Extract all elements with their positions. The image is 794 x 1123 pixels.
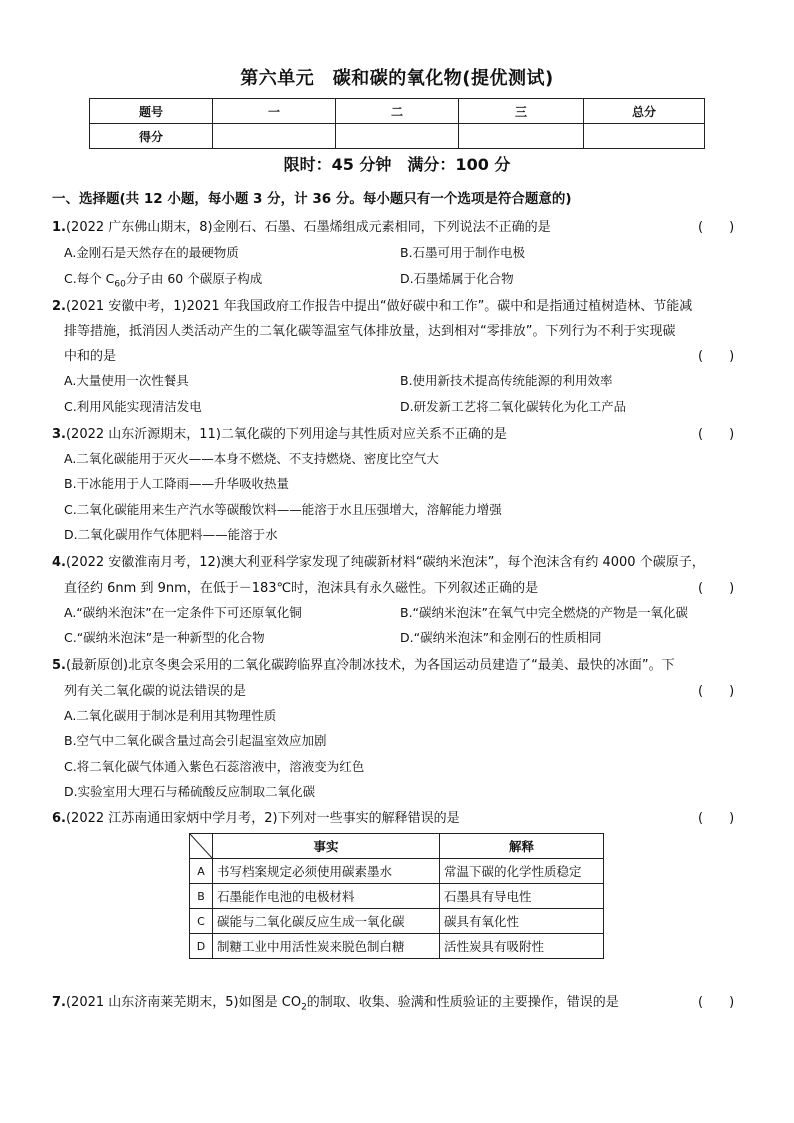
- question-2: [52, 295, 692, 314]
- option-a: A.大量使用一次性餐具: [64, 373, 189, 388]
- option-d: D.实验室用大理石与稀硫酸反应制取二氧化碳: [64, 784, 316, 799]
- diagonal-header-cell: [190, 834, 213, 859]
- facts-header-row: [190, 834, 604, 859]
- question-number: 2.: [52, 299, 66, 314]
- table-row: [190, 884, 604, 909]
- question-6: [52, 807, 460, 826]
- question-stem-line2: 排等措施，抵消因人类活动产生的二氧化碳等温室气体排放量，达到相对“零排放”。下列行为不利于实现碳: [64, 324, 676, 339]
- question-4: [52, 551, 705, 570]
- score-table: [89, 98, 705, 149]
- score-value-row: [90, 124, 705, 149]
- question-stem: (2022 广东佛山期末，8)金刚石、石墨、石墨烯组成元素相同，下列说法不正确的是: [65, 220, 551, 235]
- option-d: D.“碳纳米泡沫”和金刚石的性质相同: [400, 630, 602, 645]
- row-label: A: [190, 859, 213, 884]
- question-number: 7.: [52, 995, 66, 1010]
- answer-bracket[interactable]: ( ): [698, 995, 735, 1010]
- question-number: 1.: [52, 220, 66, 235]
- row-fact: 石墨能作电池的电极材料: [213, 884, 440, 909]
- option-a: A.二氧化碳能用于灭火——本身不燃烧、不支持燃烧、密度比空气大: [64, 451, 439, 466]
- table-row: [190, 859, 604, 884]
- facts-header-fact: 事实: [213, 834, 440, 859]
- score-header-cell: 一: [213, 99, 336, 124]
- option-d: D.二氧化碳用作气体肥料——能溶于水: [64, 527, 278, 542]
- option-c: C.“碳纳米泡沫”是一种新型的化合物: [64, 630, 265, 645]
- time-score-limit: 限时：45 分钟 满分：100 分: [283, 155, 511, 174]
- row-explain: 活性炭具有吸附性: [440, 934, 604, 959]
- score-input-cell[interactable]: [336, 124, 459, 149]
- question-3: [52, 423, 507, 442]
- answer-bracket[interactable]: ( ): [698, 684, 735, 699]
- score-row-label: 得分: [90, 124, 213, 149]
- option-a: A.二氧化碳用于制冰是利用其物理性质: [64, 708, 277, 723]
- option-b: B.“碳纳米泡沫”在氧气中完全燃烧的产物是一氧化碳: [400, 605, 689, 620]
- score-input-cell[interactable]: [584, 124, 705, 149]
- question-stem: (2022 山东沂源期末，11)二氧化碳的下列用途与其性质对应关系不正确的是: [65, 427, 507, 442]
- row-fact: 碳能与二氧化碳反应生成一氧化碳: [213, 909, 440, 934]
- answer-bracket[interactable]: ( ): [698, 349, 735, 364]
- question-7: [52, 991, 619, 1013]
- option-c: C.将二氧化碳气体通入紫色石蕊溶液中，溶液变为红色: [64, 759, 365, 774]
- question-stem-line2: 列有关二氧化碳的说法错误的是: [64, 684, 247, 699]
- question-stem: (2021 山东济南莱芜期末，5)如图是 $CO_2$的制取、收集、验满和性质验证的主要操作，错误的是: [65, 995, 619, 1013]
- question-stem-line1: (2021 安徽中考，1)2021 年我国政府工作报告中提出“做好碳中和工作”。碳中和是指通过植树造林、节能减: [65, 299, 693, 314]
- question-number: 5.: [52, 658, 66, 673]
- row-fact: 制糖工业中用活性炭来脱色制白糖: [213, 934, 440, 959]
- option-d: D.研发新工艺将二氧化碳转化为化工产品: [400, 399, 627, 414]
- score-header-cell: 二: [336, 99, 459, 124]
- table-row: [190, 934, 604, 959]
- question-number: 4.: [52, 555, 66, 570]
- option-a: A.金刚石是天然存在的最硬物质: [64, 245, 239, 260]
- question-stem-line2: 直径约 6nm 到 9nm，在低于－183℃时，泡沫具有永久磁性。下列叙述正确的是: [64, 581, 539, 596]
- row-explain: 碳具有氧化性: [440, 909, 604, 934]
- option-b: B.石墨可用于制作电极: [400, 245, 526, 260]
- score-header-cell: 三: [459, 99, 584, 124]
- answer-bracket[interactable]: ( ): [698, 220, 735, 235]
- row-fact: 书写档案规定必须使用碳素墨水: [213, 859, 440, 884]
- option-b: B.干冰能用于人工降雨——升华吸收热量: [64, 476, 290, 491]
- answer-bracket[interactable]: ( ): [698, 811, 735, 826]
- score-header-cell: 题号: [90, 99, 213, 124]
- question-stem-line1: (最新原创)北京冬奥会采用的二氧化碳跨临界直冷制冰技术，为各国运动员建造了“最美、最快的冰面”。下: [65, 658, 675, 673]
- facts-header-explain: 解释: [440, 834, 604, 859]
- option-d: D.石墨烯属于化合物: [400, 271, 514, 286]
- option-b: B.空气中二氧化碳含量过高会引起温室效应加剧: [64, 733, 327, 748]
- question-stem-line1: (2022 安徽淮南月考，12)澳大利亚科学家发现了纯碳新材料“碳纳米泡沫”，每个泡沫含有约 4000 个碳原子，: [65, 555, 705, 570]
- table-row: [190, 909, 604, 934]
- question-number: 3.: [52, 427, 66, 442]
- diagonal-line-icon: [190, 834, 212, 858]
- option-b: B.使用新技术提高传统能源的利用效率: [400, 373, 613, 388]
- score-input-cell[interactable]: [459, 124, 584, 149]
- score-header-cell: 总分: [584, 99, 705, 124]
- question-1: [52, 216, 551, 235]
- option-a: A.“碳纳米泡沫”在一定条件下可还原氧化铜: [64, 605, 302, 620]
- option-c: C.利用风能实现清洁发电: [64, 399, 202, 414]
- answer-bracket[interactable]: ( ): [698, 581, 735, 596]
- answer-bracket[interactable]: ( ): [698, 427, 735, 442]
- question-number: 6.: [52, 811, 66, 826]
- question-stem: (2022 江苏南通田家炳中学月考，2)下列对一些事实的解释错误的是: [65, 811, 460, 826]
- row-label: B: [190, 884, 213, 909]
- row-label: C: [190, 909, 213, 934]
- question-stem-line3: 中和的是: [64, 349, 117, 364]
- option-c: C.每个 $C_{60}$分子由 60 个碳原子构成: [64, 271, 263, 290]
- question-5: [52, 654, 675, 673]
- row-label: D: [190, 934, 213, 959]
- score-header-row: [90, 99, 705, 124]
- score-input-cell[interactable]: [213, 124, 336, 149]
- row-explain: 石墨具有导电性: [440, 884, 604, 909]
- option-c: C.二氧化碳能用来生产汽水等碳酸饮料——能溶于水且压强增大，溶解能力增强: [64, 502, 502, 517]
- section-heading: 一、选择题(共 12 小题，每小题 3 分，计 36 分。每小题只有一个选项是符合题意的): [52, 191, 572, 207]
- page-title: 第六单元 碳和碳的氧化物(提优测试): [240, 68, 554, 89]
- row-explain: 常温下碳的化学性质稳定: [440, 859, 604, 884]
- facts-table: [189, 833, 604, 959]
